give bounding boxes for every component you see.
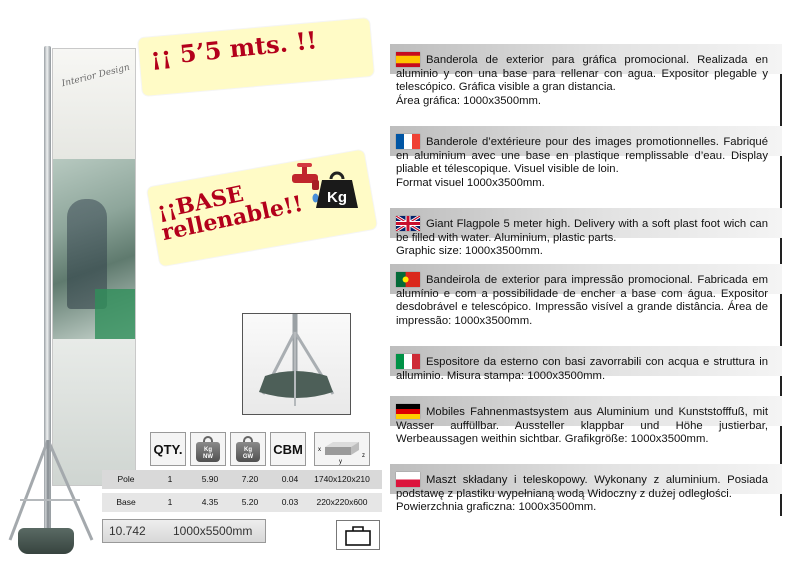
kg-label: Kg [327,189,347,206]
product-code-box [102,519,266,543]
qty-header: QTY. [150,432,186,466]
dimensions-box-icon [315,433,369,465]
net-weight-header [190,432,226,466]
gross-weight-header [230,432,266,466]
description-de: Mobiles Fahnenmastsystem aus Aluminium und Kunststofffuß, mit Wasser auffüllbar. Aussteller klappbar und Höhe justierbar, Werbeaussagen weithin sichtbar. Grafikgröße: 1000x3500mm. [396,406,768,446]
size-headline: ¡¡ 5’5 mts. !! [148,25,319,72]
kg-weight-icon [314,170,360,210]
description-pt: Bandeirola de exterior para impressão promocional. Fabricada em alumínio e com a possibilidade de encher a base com água. Expositor desdobrável e telescópico. Impressão visível a grande distância. Área de impressão: 1000x3500mm. [396,274,768,327]
svg-text:x: x [318,447,321,453]
gross-weight-icon: Kg GW [236,436,260,462]
base-detail-photo [242,313,351,415]
svg-text:y: y [339,459,342,465]
description-en: Giant Flagpole 5 meter high. Delivery with a soft plast foot wich can be filled with water. Aluminium, plastic parts. Graphic size: 1000x3500mm. [396,218,768,258]
svg-text:z: z [362,453,365,459]
cbm-header: CBM [270,432,306,466]
spec-row-base: Base 1 4.35 5.20 0.03 220x220x600 [102,493,382,512]
net-weight-icon: Kg NW [196,436,220,462]
banner-title: Interior Design [60,62,131,90]
dimensions-header [314,432,370,466]
product-code: 10.742 [109,524,146,538]
description-es: Banderola de exterior para gráfica promocional. Realizada en aluminio y con una base para rellenar con agua. Expositor plegable y telescópico. Gráfica visible a gran distancia. Área gráfica: 1000x3500mm. [396,54,768,107]
description-it: Espositore da esterno con basi zavorrabili con acqua e struttura in alluminio. Misura stampa: 1000x3500mm. [396,356,768,382]
product-visual [0,0,390,583]
refillable-base-headline: ¡¡BASE rellenable!! [154,180,306,247]
water-base [18,528,74,554]
flag-banner-image [52,48,136,486]
box-icon [336,520,380,550]
spec-row-pole: Pole 1 5.90 7.20 0.04 1740x120x210 [102,470,382,489]
description-pl: Maszt składany i teleskopowy. Wykonany z aluminium. Posiada podstawę z plastiku wypełnianą wodą Widoczny z dużej odległości. Powierzchnia graficzna: 1000x3500mm. [396,474,768,514]
product-size: 1000x5500mm [173,524,253,538]
description-fr: Banderole d’extérieure pour des images promotionnelles. Fabriqué en aluminium avec une base en plastique remplissable d’eau. Display pliable et télescopique. Visuel visible de loin. Format visuel 1000x3500mm. [396,136,768,189]
